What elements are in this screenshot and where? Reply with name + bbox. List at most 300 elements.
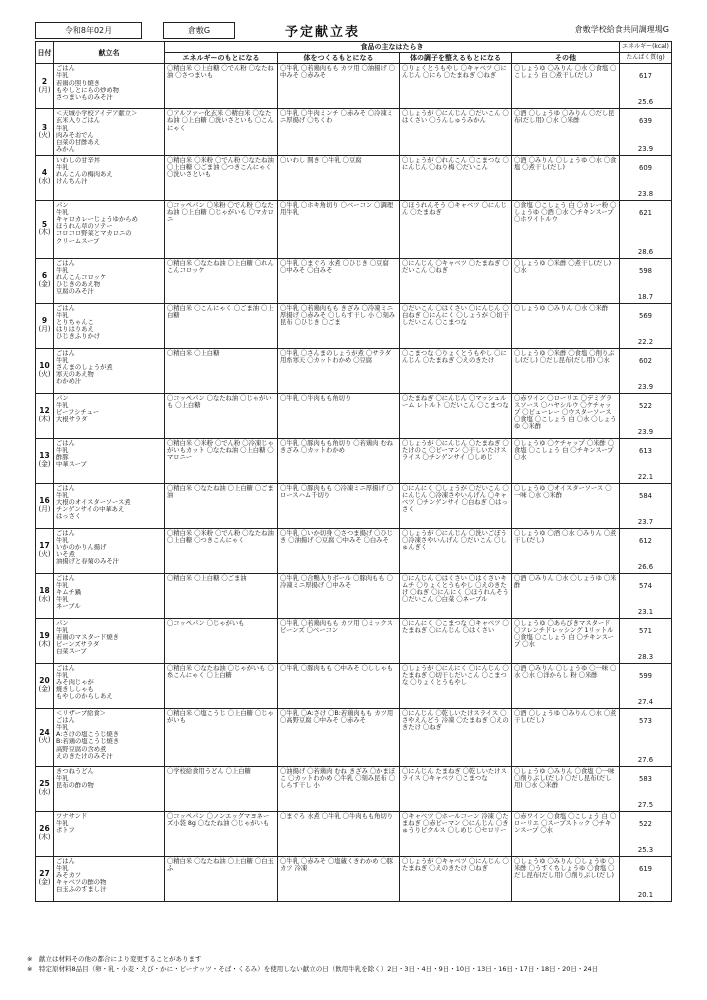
dish-name: みそ肉じゃが bbox=[56, 678, 94, 686]
menu-table bbox=[35, 41, 672, 902]
kcal-value: 639 bbox=[639, 117, 652, 126]
dish-name: ごはん bbox=[56, 716, 75, 724]
day-number: 19 bbox=[39, 631, 50, 641]
dish-cell bbox=[54, 109, 165, 155]
organization-name: 倉敷学校給食共同調理場G bbox=[574, 25, 669, 34]
day-cell bbox=[36, 155, 54, 200]
footer-note-2: ※ 特定原材料8品目（卵・乳・小麦・えび・かに・ピーナッツ・そば・くるみ）を使用しない献立の日（飲用牛乳を除く）2日・3日・4日・9日・10日・13日・16日・17日・18日・20日・24日 bbox=[27, 964, 599, 973]
col-energy: エネルギーのもとになる bbox=[165, 53, 278, 64]
energy-cell: 〇精白米 〇米粉 〇でん粉 〇なたね油 〇上白糖 〇つきこんにゃく bbox=[165, 528, 278, 573]
day-number: 6 bbox=[41, 271, 48, 281]
day-number: 10 bbox=[39, 361, 50, 371]
nutrition-cell bbox=[620, 348, 672, 393]
kcal-value: 569 bbox=[639, 311, 652, 320]
menu-row bbox=[36, 64, 672, 109]
kcal-value: 573 bbox=[639, 716, 652, 725]
menu-row bbox=[36, 811, 672, 856]
col-cond: 体の調子を整えるもとになる bbox=[400, 53, 512, 64]
menu-row bbox=[36, 303, 672, 348]
day-number: 26 bbox=[39, 824, 50, 834]
day-number: 9 bbox=[41, 316, 48, 326]
dish-name: 牛乳 bbox=[56, 124, 69, 132]
protein-value: 28.6 bbox=[637, 247, 654, 256]
dish-name: 白菜スープ bbox=[56, 648, 87, 656]
dish-name: さつまいものみそ汁 bbox=[56, 94, 113, 102]
nutrition-cell bbox=[620, 438, 672, 483]
nutrition-cell bbox=[620, 258, 672, 303]
menu-row bbox=[36, 573, 672, 618]
protein-value: 27.5 bbox=[637, 800, 654, 809]
dish-cell bbox=[54, 155, 165, 200]
dish-name: 牛乳 bbox=[56, 266, 69, 274]
kcal-value: 574 bbox=[639, 581, 652, 590]
dish-name: ひじきふりかけ bbox=[56, 333, 101, 341]
weekday: (金) bbox=[38, 459, 51, 468]
day-number: 27 bbox=[39, 869, 50, 879]
menu-row bbox=[36, 663, 672, 708]
dish-cell bbox=[54, 528, 165, 573]
dish-name: とりちゃんこ bbox=[56, 318, 94, 326]
condition-cell: 〇にんじん 〇はくさい 〇はくさいキムチ 〇りょくとうもやし 〇えのきたけ 〇ねぎ 〇にんにく 〇ほうれんそう 〇だいこん 〇白菜 〇ネーブル bbox=[400, 573, 512, 618]
dish-name: キャベツの酢の物 bbox=[56, 879, 107, 887]
dish-name: いかのかりん揚げ bbox=[56, 543, 107, 551]
day-cell bbox=[36, 811, 54, 856]
dish-name: れんこんの梅肉あえ bbox=[56, 170, 113, 178]
kcal-value: 613 bbox=[639, 446, 652, 455]
condition-cell: 〇キャベツ 〇ホールコーン 冷凍 〇たまねぎ 〇赤ピーマン 〇にんじん 〇きゅうりピクルス 〇しめじ 〇セロリー bbox=[400, 811, 512, 856]
dish-cell bbox=[54, 708, 165, 766]
dish-name: ビーフシチュー bbox=[56, 408, 100, 416]
dish-cell bbox=[54, 663, 165, 708]
dish-name: いわしの甘辛丼 bbox=[56, 156, 101, 164]
dish-cell bbox=[54, 766, 165, 811]
dish-name: ごはん bbox=[56, 857, 75, 865]
dish-name: A:さけの塩こうじ焼き bbox=[56, 731, 119, 739]
dish-name: 焼きししゃも bbox=[56, 686, 94, 694]
energy-cell: 〇学校給食用うどん 〇上白糖 bbox=[165, 766, 278, 811]
nutrition-cell bbox=[620, 618, 672, 663]
dish-cell bbox=[54, 258, 165, 303]
dish-name: 肉みそおでん bbox=[56, 131, 94, 139]
body-cell: 〇牛乳 〇豚肉もも角切り 〇若鶏肉 むね きざみ 〇カットわかめ bbox=[278, 438, 400, 483]
dish-name: ごはん bbox=[56, 484, 75, 492]
kcal-value: 522 bbox=[639, 819, 652, 828]
dish-name: 牛乳 bbox=[56, 401, 69, 409]
protein-value: 20.1 bbox=[637, 890, 654, 899]
energy-cell: 〇精白米 〇上白糖 〇でん粉 〇なたね油 〇さつまいも bbox=[165, 64, 278, 109]
kcal-value: 599 bbox=[639, 671, 652, 680]
kcal-value: 584 bbox=[639, 491, 652, 500]
day-number: 24 bbox=[39, 727, 50, 737]
dish-name: ごはん bbox=[56, 65, 75, 73]
dish-name: 牛乳 bbox=[56, 491, 69, 499]
energy-cell: 〇精白米 〇こんにゃく 〇ごま油 〇上白糖 bbox=[165, 303, 278, 348]
weekday: (木) bbox=[38, 832, 51, 841]
dish-cell bbox=[54, 348, 165, 393]
dish-name: 牛乳 bbox=[56, 774, 69, 782]
nutrition-cell bbox=[620, 708, 672, 766]
energy-cell: 〇精白米 〇なたね油 〇上白糖 〇ごま油 bbox=[165, 483, 278, 528]
dish-name: 若鶏のマスタード焼き bbox=[56, 633, 119, 641]
dish-name: 白菜の甘酢あえ bbox=[56, 139, 101, 147]
protein-value: 23.9 bbox=[637, 427, 654, 436]
energy-cell: 〇コッペパン 〇ノンエッグマヨネーズ小袋 8g 〇なたね油 〇じゃがいも bbox=[165, 811, 278, 856]
dish-cell bbox=[54, 303, 165, 348]
body-cell: 〇牛乳 〇ホキ角切り 〇ベーコン 〇調理用牛乳 bbox=[278, 200, 400, 258]
col-day: 日付 bbox=[36, 42, 54, 64]
nutrition-cell bbox=[620, 856, 672, 901]
condition-cell: 〇にんにく 〇しょうが 〇だいこん 〇にんじん 〇冷凍さやいんげん 〇キャベツ 〇チンゲンサイ 〇白ねぎ 〇はっさく bbox=[400, 483, 512, 528]
menu-row bbox=[36, 708, 672, 766]
day-cell bbox=[36, 438, 54, 483]
dish-name: みそカツ bbox=[56, 871, 82, 879]
condition-cell: 〇しょうが 〇にんじん 〇たまねぎ 〇たけのこ 〇ピーマン 〇干しいたけスライス 〇チンゲンサイ 〇しめじ bbox=[400, 438, 512, 483]
kcal-value: 621 bbox=[639, 208, 652, 217]
kcal-value: 583 bbox=[639, 774, 652, 783]
body-cell: 〇牛乳 〇赤みそ 〇塩蔵くきわかめ 〇豚カツ 冷凍 bbox=[278, 856, 400, 901]
protein-value: 23.9 bbox=[637, 382, 654, 391]
body-cell: 〇牛乳 〇牛肉ミンチ 〇赤みそ 〇冷凍ミニ厚揚げ 〇ちくわ bbox=[278, 109, 400, 155]
weekday: (水) bbox=[38, 787, 51, 796]
nutrition-cell bbox=[620, 155, 672, 200]
dish-name: 牛乳 bbox=[56, 163, 69, 171]
kcal-value: 522 bbox=[639, 401, 652, 410]
nutrition-cell bbox=[620, 528, 672, 573]
col-other: その他 bbox=[512, 53, 620, 64]
dish-name: クリームスープ bbox=[56, 237, 100, 245]
dish-name: 牛乳 bbox=[56, 536, 69, 544]
day-cell bbox=[36, 483, 54, 528]
weekday: (火) bbox=[38, 736, 51, 745]
nutrition-cell bbox=[620, 393, 672, 438]
other-cell: 〇しょうゆ 〇米酢 〇食塩 〇削りぶし(だし) 〇だし昆布(だし用) 〇水 bbox=[512, 348, 620, 393]
dish-name: ほうれん草のソテー bbox=[56, 223, 113, 231]
dish-name: ごはん bbox=[56, 349, 75, 357]
kcal-value: 612 bbox=[639, 536, 652, 545]
col-kcal: エネルギー(kcal) bbox=[620, 42, 672, 53]
weekday: (金) bbox=[38, 877, 51, 886]
nutrition-cell bbox=[620, 64, 672, 109]
day-number: 3 bbox=[41, 122, 48, 132]
area-box: 倉敷G bbox=[163, 22, 235, 39]
dish-name: もやしのからしあえ bbox=[56, 693, 113, 701]
dish-cell bbox=[54, 64, 165, 109]
body-cell: 〇牛乳 〇若鶏肉もも カツ用 〇油揚げ 〇中みそ 〇赤みそ bbox=[278, 64, 400, 109]
day-number: 25 bbox=[39, 779, 50, 789]
condition-cell: 〇にんじん 〇キャベツ 〇たまねぎ 〇だいこん 〇ねぎ bbox=[400, 258, 512, 303]
dish-name: 寒天のあえ物 bbox=[56, 371, 94, 379]
protein-value: 26.6 bbox=[637, 562, 654, 571]
menu-row bbox=[36, 483, 672, 528]
dish-name: 玄米入りごはん bbox=[56, 117, 101, 125]
dish-name: えのきたけのみそ汁 bbox=[56, 752, 113, 760]
dish-name: B:若鶏の塩こうじ焼き bbox=[56, 738, 120, 746]
dish-cell bbox=[54, 618, 165, 663]
dish-name: ごはん bbox=[56, 439, 75, 447]
nutrition-cell bbox=[620, 663, 672, 708]
day-number: 16 bbox=[39, 496, 50, 506]
other-cell: 〇酒 〇みりん 〇しょうゆ 〇一味 〇水 〇水 〇洋からし 粉 〇米酢 bbox=[512, 663, 620, 708]
menu-body bbox=[36, 64, 672, 901]
other-cell: 〇しょうゆ 〇オイスターソース 〇一味 〇水 〇米酢 bbox=[512, 483, 620, 528]
menu-row bbox=[36, 258, 672, 303]
protein-value: 23.1 bbox=[637, 607, 654, 616]
body-cell: 〇牛乳 〇若鶏肉もも カツ用 〇ミックスビーンズ 〇ベーコン bbox=[278, 618, 400, 663]
dish-name: いそ煮 bbox=[56, 551, 75, 559]
weekday: (月) bbox=[38, 324, 51, 333]
energy-cell: 〇精白米 〇なたね油 〇上白糖 〇れんこんコロッケ bbox=[165, 258, 278, 303]
dish-name: 牛乳 bbox=[56, 864, 69, 872]
weekday: (木) bbox=[38, 228, 51, 237]
weekday: (木) bbox=[38, 639, 51, 648]
day-cell bbox=[36, 766, 54, 811]
dish-name: わかめ汁 bbox=[56, 378, 82, 386]
energy-cell: 〇精白米 〇なたね油 〇上白糖 〇白玉ふ bbox=[165, 856, 278, 901]
day-cell bbox=[36, 618, 54, 663]
footer-note-1: ※ 献立は材料その他の都合により変更することがあります bbox=[27, 955, 202, 963]
dish-name: ごはん bbox=[56, 664, 75, 672]
kcal-value: 619 bbox=[639, 864, 652, 873]
dish-name: 高野豆腐の含め煮 bbox=[56, 745, 107, 753]
dish-name: 牛乳 bbox=[56, 723, 69, 731]
energy-cell: 〇精白米 〇上白糖 〇ごま油 bbox=[165, 573, 278, 618]
weekday: (火) bbox=[38, 549, 51, 558]
dish-name: もやしとにらの炒め物 bbox=[56, 86, 119, 94]
dish-name: 酢豚 bbox=[56, 453, 69, 461]
dish-name: 牛乳 bbox=[56, 208, 69, 216]
day-cell bbox=[36, 708, 54, 766]
menu-row bbox=[36, 348, 672, 393]
menu-row bbox=[36, 528, 672, 573]
dish-cell bbox=[54, 573, 165, 618]
condition-cell: 〇ほうれんそう 〇キャベツ 〇にんじん 〇たまねぎ bbox=[400, 200, 512, 258]
energy-cell: 〇精白米 〇米粉 〇でん粉 〇冷凍じゃがいもカット 〇なたね油 〇上白糖 〇マロニー bbox=[165, 438, 278, 483]
dish-name: 白玉ふのすまし汁 bbox=[56, 886, 107, 894]
condition-cell: 〇しょうが 〇キャベツ 〇にんじん 〇たまねぎ 〇えのきたけ 〇ねぎ bbox=[400, 856, 512, 901]
protein-value: 25.6 bbox=[637, 98, 654, 107]
other-cell: 〇酒 〇みりん 〇しょうゆ 〇水 〇食塩 〇煮干し(だし) bbox=[512, 155, 620, 200]
weekday: (金) bbox=[38, 279, 51, 288]
dish-name: さんまのしょうが煮 bbox=[56, 363, 113, 371]
day-cell bbox=[36, 303, 54, 348]
protein-value: 23.9 bbox=[637, 144, 654, 153]
body-cell: 〇牛乳 〇さんまのしょうが煮 〇サラダ用糸寒天 〇カットわかめ 〇豆腐 bbox=[278, 348, 400, 393]
kcal-value: 602 bbox=[639, 356, 652, 365]
energy-cell: 〇精白米 〇なたね油 〇じゃがいも 〇糸こんにゃく 〇上白糖 bbox=[165, 663, 278, 708]
condition-cell: 〇しょうが 〇にんにく 〇にんじん 〇たまねぎ 〇切干しだいこん 〇こまつな 〇りょくとうもやし bbox=[400, 663, 512, 708]
dish-name: ＜天城小学校アイデア献立＞ bbox=[56, 110, 138, 118]
body-cell: 〇牛乳 〇いか切身 〇さつま揚げ 〇ひじき 〇油揚げ 〇豆腐 〇中みそ 〇白みそ bbox=[278, 528, 400, 573]
dish-cell bbox=[54, 483, 165, 528]
dish-name: 牛乳 bbox=[56, 446, 69, 454]
energy-cell: 〇精白米 〇塩こうじ 〇上白糖 〇じゃがいも bbox=[165, 708, 278, 766]
dish-name: みかん bbox=[56, 146, 75, 154]
menu-row bbox=[36, 109, 672, 155]
dish-cell bbox=[54, 200, 165, 258]
other-cell: 〇しょうゆ 〇みりん 〇水 〇米酢 bbox=[512, 303, 620, 348]
protein-value: 27.6 bbox=[637, 755, 654, 764]
dish-name: パン bbox=[56, 619, 69, 627]
weekday: (水) bbox=[38, 594, 51, 603]
energy-cell: 〇コッペパン 〇なたね油 〇じゃがいも 〇上白糖 bbox=[165, 393, 278, 438]
dish-name: 牛乳 bbox=[56, 356, 69, 364]
nutrition-cell bbox=[620, 483, 672, 528]
day-cell bbox=[36, 109, 54, 155]
dish-name: 大根のオイスターソース煮 bbox=[56, 498, 131, 506]
dish-name: 牛乳 bbox=[56, 671, 69, 679]
dish-name: 若鶏の照り焼き bbox=[56, 79, 101, 87]
body-cell: 〇牛乳 〇牛肉もも角切り bbox=[278, 393, 400, 438]
condition-cell: 〇にんじん 〇乾しいたけスライス 〇さやえんどう 冷凍 〇たまねぎ 〇えのきたけ 〇ねぎ bbox=[400, 708, 512, 766]
kcal-value: 598 bbox=[639, 266, 652, 275]
day-number: 2 bbox=[41, 76, 48, 86]
day-number: 5 bbox=[41, 219, 48, 229]
col-body: 体をつくるもとになる bbox=[278, 53, 400, 64]
energy-cell: 〇コッペパン 〇じゃがいも bbox=[165, 618, 278, 663]
day-number: 20 bbox=[39, 676, 50, 686]
other-cell: 〇酒 〇みりん 〇水 〇しょうゆ 〇米酢 bbox=[512, 573, 620, 618]
dish-name: ポトフ bbox=[56, 826, 75, 834]
weekday: (火) bbox=[38, 369, 51, 378]
weekday: (水) bbox=[38, 176, 51, 185]
energy-cell: 〇精白米 〇上白糖 bbox=[165, 348, 278, 393]
dish-name: パン bbox=[56, 201, 69, 209]
dish-cell bbox=[54, 393, 165, 438]
protein-value: 23.7 bbox=[637, 517, 654, 526]
nutrition-cell bbox=[620, 200, 672, 258]
protein-value: 25.3 bbox=[637, 845, 654, 854]
dish-name: 油揚げと春菊のみそ汁 bbox=[56, 558, 119, 566]
other-cell: 〇しょうゆ 〇米酢 〇煮干し(だし) 〇水 bbox=[512, 258, 620, 303]
page-title: 予定献立表 bbox=[285, 25, 361, 40]
dish-name: ひじきのあえ物 bbox=[56, 281, 101, 289]
day-cell bbox=[36, 258, 54, 303]
dish-name: ＜リザーブ給食＞ bbox=[56, 709, 106, 717]
dish-name: はりはりあえ bbox=[56, 326, 94, 334]
dish-name: パン bbox=[56, 394, 69, 402]
condition-cell: 〇たまねぎ 〇にんじん 〇マッシュルーム レトルト 〇だいこん 〇こまつな bbox=[400, 393, 512, 438]
body-cell: 〇牛乳 〇若鶏肉もも きざみ 〇冷凍ミニ厚揚げ 〇赤みそ 〇しらす干し 小 〇刻み昆布 〇ひじき 〇ごま bbox=[278, 303, 400, 348]
condition-cell: 〇しょうが 〇れんこん 〇こまつな 〇にんじん 〇ねり梅 〇だいこん bbox=[400, 155, 512, 200]
condition-cell: 〇にんじん たまねぎ 〇乾しいたけスライス 〇キャベツ 〇こまつな bbox=[400, 766, 512, 811]
col-menu: 献立名 bbox=[54, 42, 165, 64]
energy-cell: 〇アルファー化玄米 〇精白米 〇なたね油 〇上白糖 〇洗いさといも 〇こんにゃく bbox=[165, 109, 278, 155]
dish-name: 牛乳 bbox=[56, 72, 69, 80]
menu-row bbox=[36, 393, 672, 438]
kcal-value: 571 bbox=[639, 626, 652, 635]
dish-name: れんこんコロッケ bbox=[56, 273, 107, 281]
other-cell: 〇赤ワイン 〇食塩 〇こしょう 白 〇ローリエ 〇スープストック 〇チキンスープ 〇水 bbox=[512, 811, 620, 856]
other-cell: 〇食塩 〇こしょう 白 〇カレー粉 〇しょうゆ 〇酒 〇水 〇チキンスープ 〇ホワイトルウ bbox=[512, 200, 620, 258]
menu-row bbox=[36, 618, 672, 663]
protein-value: 28.3 bbox=[637, 652, 654, 661]
dish-cell bbox=[54, 811, 165, 856]
energy-cell: 〇コッペパン 〇米粉 〇でん粉 〇なたね油 〇上白糖 〇じゃがいも 〇マカロニ bbox=[165, 200, 278, 258]
col-protein: たんぱく質(g) bbox=[620, 53, 672, 64]
day-cell bbox=[36, 200, 54, 258]
dish-name: 牛乳 bbox=[56, 626, 69, 634]
condition-cell: 〇りょくとうもやし 〇キャベツ 〇にんじん 〇にら 〇たまねぎ 〇ねぎ bbox=[400, 64, 512, 109]
dish-name: ごはん bbox=[56, 574, 75, 582]
menu-row bbox=[36, 155, 672, 200]
day-cell bbox=[36, 856, 54, 901]
day-cell bbox=[36, 348, 54, 393]
kcal-value: 617 bbox=[639, 72, 652, 81]
weekday: (月) bbox=[38, 85, 51, 94]
dish-name: キャロカレーじょうゆからめ bbox=[56, 215, 138, 223]
other-cell: 〇しょうゆ 〇みりん 〇食塩 〇一味 〇削りぶし(だし) 〇だし昆布(だし用) 〇水 〇米酢 bbox=[512, 766, 620, 811]
other-cell: 〇しょうゆ 〇酒 〇水 〇みりん 〇煮干し(だし) bbox=[512, 528, 620, 573]
day-number: 17 bbox=[39, 541, 50, 551]
dish-name: ビーンズサラダ bbox=[56, 641, 100, 649]
nutrition-cell bbox=[620, 766, 672, 811]
body-cell: 〇いわし 開き 〇牛乳 〇豆腐 bbox=[278, 155, 400, 200]
day-number: 18 bbox=[39, 586, 50, 596]
other-cell: 〇しょうゆ 〇あらびきマスタード 〇フレンチドレッシング 1リットル 〇食塩 〇こしょう 白 〇チキンスープ 〇水 bbox=[512, 618, 620, 663]
dish-name: ごはん bbox=[56, 259, 75, 267]
protein-value: 22.2 bbox=[637, 337, 654, 346]
condition-cell: 〇だいこん 〇はくさい 〇にんじん 〇白ねぎ 〇にんにく 〇しょうが 〇切干しだいこん 〇こまつな bbox=[400, 303, 512, 348]
dish-cell bbox=[54, 438, 165, 483]
menu-row bbox=[36, 766, 672, 811]
day-cell bbox=[36, 663, 54, 708]
other-cell: 〇酒 〇しょうゆ 〇みりん 〇だし昆布(だし用) 〇水 〇米酢 bbox=[512, 109, 620, 155]
weekday: (火) bbox=[38, 131, 51, 140]
dish-name: ごはん bbox=[56, 304, 75, 312]
body-cell: 〇牛乳 〇まぐろ 水煮 〇ひじき 〇豆腐 〇中みそ 〇白みそ bbox=[278, 258, 400, 303]
footer-notes bbox=[27, 955, 687, 975]
nutrition-cell bbox=[620, 303, 672, 348]
dish-name: きつねうどん bbox=[56, 767, 94, 775]
header-bar bbox=[35, 22, 671, 39]
menu-row bbox=[36, 438, 672, 483]
dish-cell bbox=[54, 856, 165, 901]
day-cell bbox=[36, 528, 54, 573]
dish-name: 牛乳 bbox=[56, 596, 69, 604]
dish-name: ネーブル bbox=[56, 603, 81, 611]
other-cell: 〇赤ワイン 〇ローリエ 〇デミグラスソース 〇ハヤシルウ 〇ケチャップ 〇ピューレー 〇ウスターソース 〇食塩 〇こしょう 白 〇水 〇しょうゆ 〇米酢 bbox=[512, 393, 620, 438]
dish-name: はっさく bbox=[56, 513, 82, 521]
dish-name: 中華スープ bbox=[56, 461, 87, 469]
menu-row bbox=[36, 200, 672, 258]
weekday: (月) bbox=[38, 504, 51, 513]
dish-name: コロコロ野菜とマカロニの bbox=[56, 230, 132, 238]
weekday: (金) bbox=[38, 684, 51, 693]
weekday: (木) bbox=[38, 414, 51, 423]
col-group: 食品の主なはたらき bbox=[165, 42, 620, 53]
other-cell: 〇酒 〇しょうゆ 〇みりん 〇水 〇煮干し(だし) bbox=[512, 708, 620, 766]
protein-value: 18.7 bbox=[637, 292, 654, 301]
dish-name: 昆布の酢の物 bbox=[56, 781, 94, 789]
dish-name: 牛乳 bbox=[56, 581, 69, 589]
body-cell: 〇牛乳 〇豚肉もも 〇冷凍ミニ厚揚げ 〇ロースハム千切り bbox=[278, 483, 400, 528]
condition-cell: 〇こまつな 〇りょくとうもやし 〇にんじん 〇たまねぎ 〇えのきたけ bbox=[400, 348, 512, 393]
dish-name: ごはん bbox=[56, 529, 75, 537]
dish-name: 豆腐のみそ汁 bbox=[56, 288, 94, 296]
day-number: 12 bbox=[39, 406, 50, 416]
day-cell bbox=[36, 393, 54, 438]
menu-row bbox=[36, 856, 672, 901]
dish-name: チンゲンサイの中華あえ bbox=[56, 506, 125, 514]
dish-name: 牛乳 bbox=[56, 819, 69, 827]
nutrition-cell bbox=[620, 573, 672, 618]
other-cell: 〇しょうゆ 〇みりん 〇水 〇食塩 〇こしょう 白 〇煮干し(だし) bbox=[512, 64, 620, 109]
nutrition-cell bbox=[620, 811, 672, 856]
protein-value: 23.8 bbox=[637, 189, 654, 198]
body-cell: 〇牛乳 〇合鴨入りボール 〇豚肉もも 〇冷凍ミニ厚揚げ 〇中みそ bbox=[278, 573, 400, 618]
dish-name: キムチ鍋 bbox=[56, 588, 81, 596]
dish-name: 大根サラダ bbox=[56, 416, 88, 424]
